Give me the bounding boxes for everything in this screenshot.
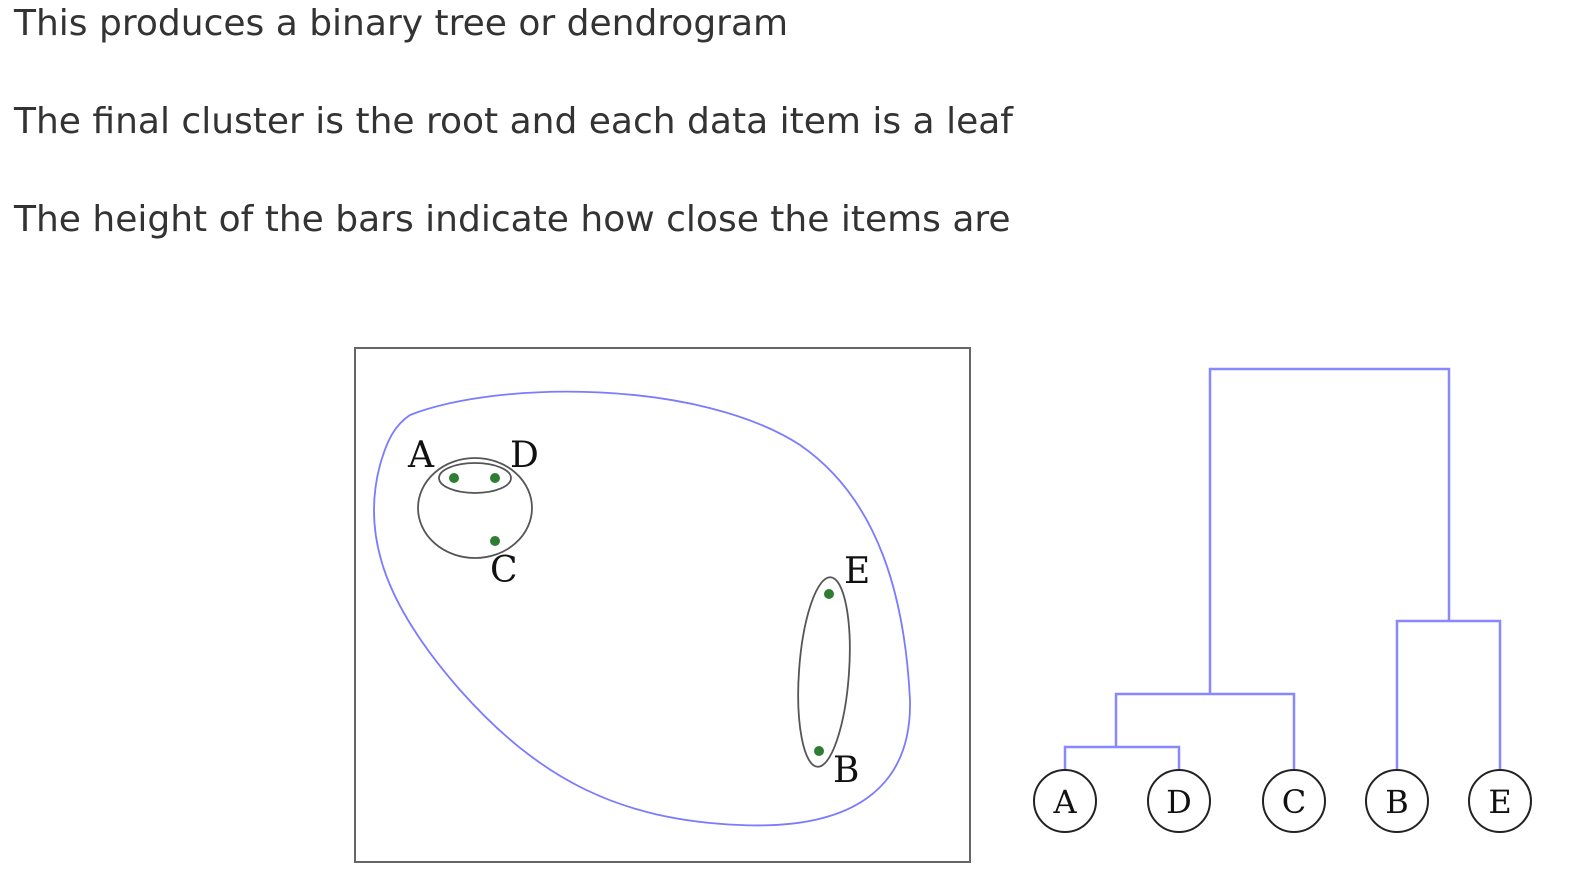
leaf-label-b: B xyxy=(1385,783,1409,821)
point-label-d: D xyxy=(510,435,539,476)
dendrogram-link-adc xyxy=(1116,694,1294,770)
dendrogram-link-be xyxy=(1397,621,1500,770)
point-label-e: E xyxy=(844,551,871,592)
point-b xyxy=(814,746,824,756)
point-label-b: B xyxy=(833,750,860,791)
dendrogram-link-root xyxy=(1210,369,1449,694)
leaf-label-c: C xyxy=(1281,783,1307,821)
scatter-panel xyxy=(355,348,970,862)
leaf-label-e: E xyxy=(1488,783,1512,821)
dendrogram-leaves xyxy=(1034,770,1531,832)
text-line-1: This produces a binary tree or dendrogram xyxy=(14,3,789,44)
point-a xyxy=(449,473,459,483)
dendrogram xyxy=(1065,369,1500,770)
point-c xyxy=(490,536,500,546)
leaf-label-d: D xyxy=(1166,783,1192,821)
text-line-2: The final cluster is the root and each data item is a leaf xyxy=(14,101,1013,142)
text-line-3: The height of the bars indicate how close the items are xyxy=(14,199,1011,240)
dendrogram-link-ad xyxy=(1065,747,1179,770)
point-d xyxy=(490,473,500,483)
scatter-frame xyxy=(355,348,970,862)
point-label-c: C xyxy=(490,550,518,591)
point-label-a: A xyxy=(408,435,434,476)
point-e xyxy=(824,589,834,599)
leaf-label-a: A xyxy=(1053,783,1077,821)
